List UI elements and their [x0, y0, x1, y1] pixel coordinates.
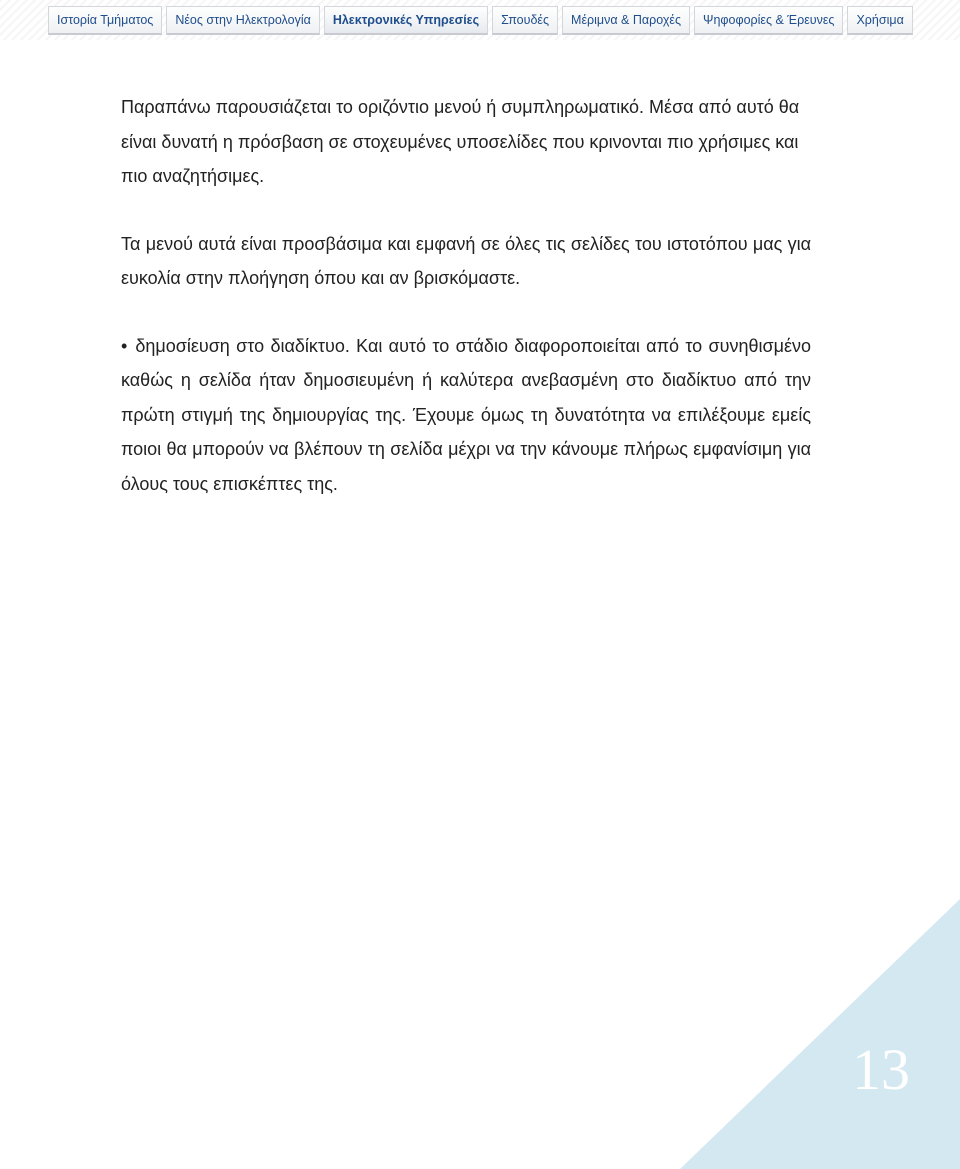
corner-decoration	[680, 899, 960, 1169]
menu-screenshot	[0, 0, 960, 40]
tab-department-history[interactable]: Ιστορία Τμήματος	[48, 6, 162, 35]
tab-useful[interactable]: Χρήσιμα	[847, 6, 912, 35]
bullet-paragraph-text: δημοσίευση στο διαδίκτυο. Και αυτό το στάδιο διαφοροποιείται από το συνηθισμένο καθώς η σελίδα ήταν δημοσιευμένη ή καλύτερα ανεβασμένη στο διαδίκτυο από την πρώτη στιγμή της δημιουργίας της. Έχουμε όμως τη δυνατότητα να επιλέξουμε εμείς ποιοι θα μπορούν να βλέπουν τη σελίδα μέχρι να την κάνουμε πλήρως εμφανίσιμη για όλους τους επισκέπτες της.	[121, 335, 811, 494]
paragraph-menu-description: Παραπάνω παρουσιάζεται το οριζόντιο μενού ή συμπληρωματικό. Μέσα από αυτό θα είναι δυνατή η πρόσβαση σε στοχευμένες υποσελίδες που κρινονται πιο χρήσιμες και πιο αναζητήσιμες.	[121, 97, 800, 186]
bullet-marker: •	[121, 335, 128, 356]
tab-new-in-electrical[interactable]: Νέος στην Ηλεκτρολογία	[166, 6, 320, 35]
paragraph-menu-accessibility: Τα μενού αυτά είναι προσβάσιμα και εμφανή σε όλες τις σελίδες του ιστοτόπου μας για ευκολία στην πλοήγηση όπου και αν βρισκόμαστε.	[121, 233, 811, 288]
page-number: 13	[852, 1037, 910, 1102]
tab-studies[interactable]: Σπουδές	[492, 6, 558, 35]
tab-electronic-services[interactable]: Ηλεκτρονικές Υπηρεσίες	[324, 6, 488, 35]
document-body	[121, 90, 811, 501]
horizontal-menu	[48, 6, 913, 34]
tab-votes-surveys[interactable]: Ψηφοφορίες & Έρευνες	[694, 6, 843, 35]
tab-welfare-benefits[interactable]: Μέριμνα & Παροχές	[562, 6, 690, 35]
bullet-paragraph	[121, 329, 811, 502]
